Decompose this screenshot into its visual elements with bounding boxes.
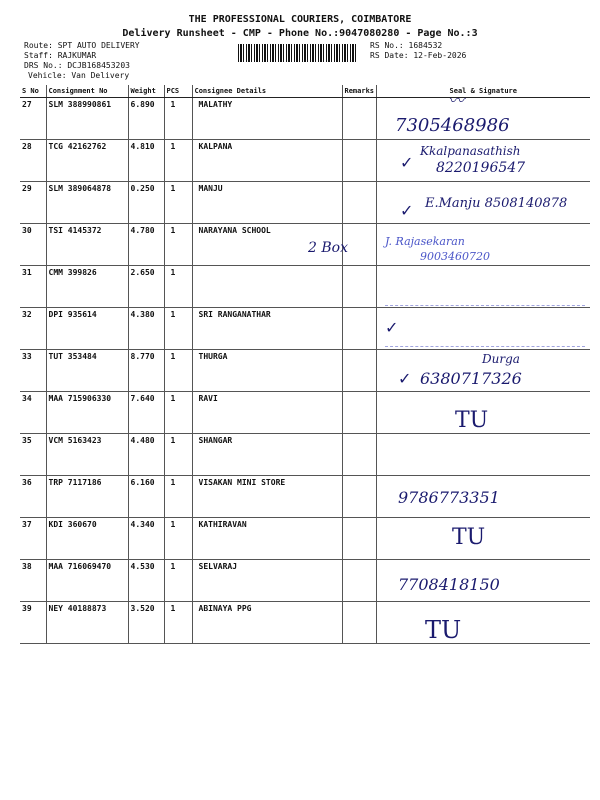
handwriting-37: TU bbox=[452, 525, 486, 550]
col-consignment: Consignment No bbox=[46, 85, 128, 98]
col-weight: Weight bbox=[128, 85, 164, 98]
row-sno: 38 bbox=[20, 560, 46, 602]
row-pcs: 1 bbox=[164, 308, 192, 350]
table-row bbox=[20, 224, 590, 266]
row-weight: 4.480 bbox=[128, 434, 164, 476]
row-pcs: 1 bbox=[164, 266, 192, 308]
row-pcs: 1 bbox=[164, 98, 192, 140]
company-stamp-32 bbox=[385, 305, 585, 347]
row-consignee: SELVARAJ bbox=[192, 560, 342, 602]
row-pcs: 1 bbox=[164, 560, 192, 602]
page-title: THE PROFESSIONAL COURIERS, COIMBATORE bbox=[188, 14, 412, 25]
row-consignment-no: TUT 353484 bbox=[46, 350, 128, 392]
handwriting-36: 9786773351 bbox=[398, 488, 500, 507]
table-row bbox=[20, 266, 590, 308]
row-remarks bbox=[342, 476, 376, 518]
row-pcs: 1 bbox=[164, 224, 192, 266]
tick-29: ✓ bbox=[400, 201, 414, 220]
handwriting-28b: 8220196547 bbox=[436, 160, 526, 176]
handwriting-33a: Durga bbox=[482, 352, 520, 366]
handwriting-30a: 2 Box bbox=[308, 240, 348, 256]
row-weight: 4.810 bbox=[128, 140, 164, 182]
table-row bbox=[20, 560, 590, 602]
meta-left bbox=[24, 41, 140, 81]
row-sno: 33 bbox=[20, 350, 46, 392]
table-row bbox=[20, 602, 590, 644]
row-pcs: 1 bbox=[164, 476, 192, 518]
tick-32: ✓ bbox=[385, 318, 399, 337]
row-consignment-no: VCM 5163423 bbox=[46, 434, 128, 476]
row-weight: 6.160 bbox=[128, 476, 164, 518]
table-row bbox=[20, 518, 590, 560]
tick-33: ✓ bbox=[398, 369, 412, 388]
row-consignment-no: SLM 389064878 bbox=[46, 182, 128, 224]
row-pcs: 1 bbox=[164, 182, 192, 224]
row-weight: 3.520 bbox=[128, 602, 164, 644]
row-remarks bbox=[342, 392, 376, 434]
table-row bbox=[20, 392, 590, 434]
row-consignment-no: TRP 7117186 bbox=[46, 476, 128, 518]
table-row bbox=[20, 476, 590, 518]
handwriting-29: E.Manju 8508140878 bbox=[425, 196, 568, 211]
row-consignment-no: KDI 360670 bbox=[46, 518, 128, 560]
row-consignment-no: SLM 388990861 bbox=[46, 98, 128, 140]
row-signature bbox=[376, 434, 590, 476]
row-remarks bbox=[342, 98, 376, 140]
row-sno: 29 bbox=[20, 182, 46, 224]
row-consignee: KALPANA bbox=[192, 140, 342, 182]
row-weight: 4.380 bbox=[128, 308, 164, 350]
row-sno: 36 bbox=[20, 476, 46, 518]
row-remarks bbox=[342, 308, 376, 350]
row-sno: 34 bbox=[20, 392, 46, 434]
row-weight: 7.640 bbox=[128, 392, 164, 434]
col-consignee: Consignee Details bbox=[192, 85, 342, 98]
signature-27: 〰 bbox=[448, 91, 465, 110]
tick-28: ✓ bbox=[400, 153, 414, 172]
row-weight: 2.650 bbox=[128, 266, 164, 308]
handwriting-39: TU bbox=[425, 616, 462, 644]
row-consignee: NARAYANA SCHOOL bbox=[192, 224, 342, 266]
row-consignment-no: MAA 715906330 bbox=[46, 392, 128, 434]
handwriting-35: TU bbox=[455, 408, 489, 433]
col-pcs: PCS bbox=[164, 85, 192, 98]
row-consignee: MALATHY bbox=[192, 98, 342, 140]
handwriting-27: 7305468986 bbox=[395, 115, 510, 136]
handwriting-30c: 9003460720 bbox=[420, 250, 490, 263]
rs-number: RS No.: 1684532 bbox=[370, 41, 443, 50]
row-consignment-no: TSI 4145372 bbox=[46, 224, 128, 266]
row-consignment-no: CMM 399826 bbox=[46, 266, 128, 308]
row-signature bbox=[376, 602, 590, 644]
handwriting-38: 7708418150 bbox=[398, 575, 500, 594]
row-consignment-no: NEY 40188873 bbox=[46, 602, 128, 644]
row-weight: 6.890 bbox=[128, 98, 164, 140]
row-consignee: SHANGAR bbox=[192, 434, 342, 476]
handwriting-28a: Kkalpanasathish bbox=[420, 144, 521, 158]
row-consignee: VISAKAN MINI STORE bbox=[192, 476, 342, 518]
table-row bbox=[20, 434, 590, 476]
row-signature bbox=[376, 266, 590, 308]
barcode bbox=[238, 44, 358, 62]
row-sno: 32 bbox=[20, 308, 46, 350]
row-remarks bbox=[342, 350, 376, 392]
row-sno: 28 bbox=[20, 140, 46, 182]
row-remarks bbox=[342, 518, 376, 560]
col-remarks: Remarks bbox=[342, 85, 376, 98]
row-consignee: SRI RANGANATHAR bbox=[192, 308, 342, 350]
row-sno: 39 bbox=[20, 602, 46, 644]
row-weight: 4.340 bbox=[128, 518, 164, 560]
row-pcs: 1 bbox=[164, 350, 192, 392]
row-pcs: 1 bbox=[164, 392, 192, 434]
row-pcs: 1 bbox=[164, 140, 192, 182]
col-signature: Seal & Signature bbox=[376, 85, 590, 98]
row-consignee: KATHIRAVAN bbox=[192, 518, 342, 560]
row-weight: 4.780 bbox=[128, 224, 164, 266]
staff-label: Staff: RAJKUMAR bbox=[24, 51, 97, 60]
row-weight: 4.530 bbox=[128, 560, 164, 602]
row-consignee: THURGA bbox=[192, 350, 342, 392]
row-pcs: 1 bbox=[164, 518, 192, 560]
row-remarks bbox=[342, 266, 376, 308]
row-consignee: RAVI bbox=[192, 392, 342, 434]
page-subtitle: Delivery Runsheet - CMP - Phone No.:9047080280 - Page No.:3 bbox=[122, 28, 478, 39]
row-remarks bbox=[342, 560, 376, 602]
handwriting-33b: 6380717326 bbox=[420, 369, 522, 388]
row-pcs: 1 bbox=[164, 434, 192, 476]
drs-label: DRS No.: DCJB168453203 bbox=[24, 61, 130, 70]
row-remarks bbox=[342, 182, 376, 224]
row-weight: 8.770 bbox=[128, 350, 164, 392]
row-remarks bbox=[342, 140, 376, 182]
row-consignee bbox=[192, 266, 342, 308]
row-sno: 30 bbox=[20, 224, 46, 266]
route-label: Route: SPT AUTO DELIVERY bbox=[24, 41, 140, 50]
table-header-row bbox=[20, 85, 590, 98]
row-consignment-no: DPI 935614 bbox=[46, 308, 128, 350]
row-sno: 35 bbox=[20, 434, 46, 476]
row-consignment-no: TCG 42162762 bbox=[46, 140, 128, 182]
row-weight: 0.250 bbox=[128, 182, 164, 224]
row-pcs: 1 bbox=[164, 602, 192, 644]
meta-right bbox=[370, 41, 466, 61]
row-remarks bbox=[342, 602, 376, 644]
row-consignee: ABINAYA PPG bbox=[192, 602, 342, 644]
row-sno: 37 bbox=[20, 518, 46, 560]
row-sno: 31 bbox=[20, 266, 46, 308]
handwriting-30b: J. Rajasekaran bbox=[385, 235, 465, 248]
col-sno: S No bbox=[20, 85, 46, 98]
rs-date: RS Date: 12-Feb-2026 bbox=[370, 51, 467, 60]
vehicle-label: Vehicle: Van Delivery bbox=[28, 71, 130, 80]
row-sno: 27 bbox=[20, 98, 46, 140]
row-consignment-no: MAA 716069470 bbox=[46, 560, 128, 602]
row-remarks bbox=[342, 434, 376, 476]
row-consignee: MANJU bbox=[192, 182, 342, 224]
